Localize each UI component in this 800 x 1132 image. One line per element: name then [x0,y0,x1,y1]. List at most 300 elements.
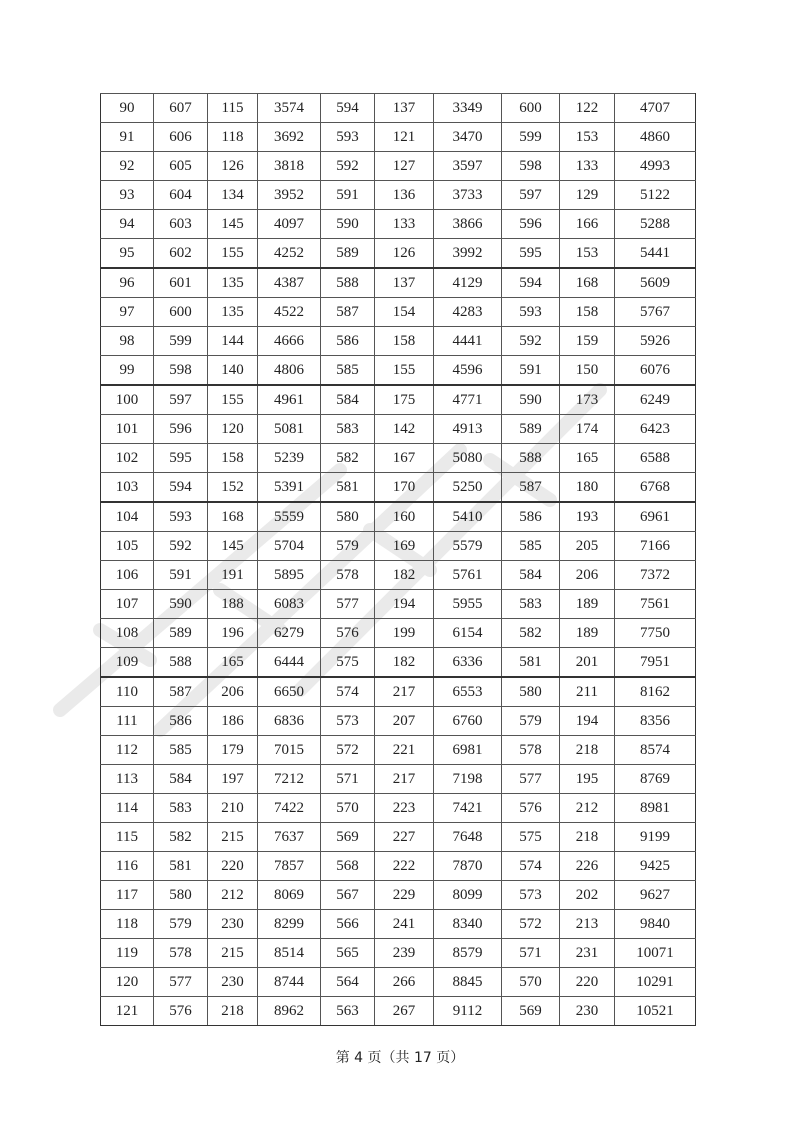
rank-cell: 93 [101,181,154,210]
table-cell: 4283 [434,298,502,327]
table-cell: 9840 [615,910,696,939]
table-cell: 3992 [434,239,502,269]
table-cell: 5441 [615,239,696,269]
table-cell: 7015 [258,736,321,765]
table-cell: 593 [502,298,560,327]
table-row [101,823,696,852]
table-cell: 137 [375,94,434,123]
table-row [101,327,696,356]
table-cell: 579 [154,910,208,939]
table-cell: 231 [560,939,615,968]
table-cell: 599 [154,327,208,356]
table-body [101,94,696,1026]
table-cell: 6760 [434,707,502,736]
table-cell: 583 [154,794,208,823]
table-cell: 576 [154,997,208,1026]
table-cell: 569 [321,823,375,852]
table-row [101,152,696,181]
table-cell: 576 [502,794,560,823]
table-cell: 5081 [258,415,321,444]
table-cell: 145 [208,210,258,239]
table-cell: 5559 [258,502,321,532]
table-cell: 580 [321,502,375,532]
table-cell: 585 [321,356,375,386]
table-cell: 6076 [615,356,696,386]
table-cell: 7750 [615,619,696,648]
table-cell: 597 [154,385,208,415]
table-cell: 7212 [258,765,321,794]
table-cell: 601 [154,268,208,298]
table-cell: 8845 [434,968,502,997]
score-distribution-table [100,93,696,1026]
table-cell: 596 [154,415,208,444]
table-cell: 121 [375,123,434,152]
table-cell: 152 [208,473,258,503]
table-cell: 7422 [258,794,321,823]
table-cell: 580 [154,881,208,910]
table-row [101,502,696,532]
table-cell: 5704 [258,532,321,561]
table-cell: 575 [321,648,375,678]
table-cell: 585 [154,736,208,765]
table-cell: 153 [560,123,615,152]
table-cell: 189 [560,590,615,619]
table-cell: 6588 [615,444,696,473]
table-cell: 594 [154,473,208,503]
table-cell: 8340 [434,910,502,939]
table-cell: 580 [502,677,560,707]
table-cell: 582 [502,619,560,648]
table-cell: 570 [321,794,375,823]
table-cell: 213 [560,910,615,939]
table-cell: 5250 [434,473,502,503]
table-cell: 8962 [258,997,321,1026]
table-cell: 579 [321,532,375,561]
table-cell: 7198 [434,765,502,794]
table-cell: 160 [375,502,434,532]
table-cell: 145 [208,532,258,561]
rank-cell: 121 [101,997,154,1026]
table-cell: 563 [321,997,375,1026]
table-cell: 195 [560,765,615,794]
table-cell: 129 [560,181,615,210]
table-row [101,765,696,794]
table-cell: 577 [154,968,208,997]
table-cell: 588 [502,444,560,473]
table-cell: 586 [154,707,208,736]
table-cell: 135 [208,268,258,298]
table-row [101,473,696,503]
table-cell: 8356 [615,707,696,736]
table-cell: 4666 [258,327,321,356]
table-cell: 6249 [615,385,696,415]
table-row [101,794,696,823]
table-cell: 165 [208,648,258,678]
table-row [101,648,696,678]
table-cell: 7857 [258,852,321,881]
table-cell: 579 [502,707,560,736]
table-cell: 230 [208,968,258,997]
table-cell: 230 [560,997,615,1026]
table-cell: 8099 [434,881,502,910]
table-cell: 120 [208,415,258,444]
table-cell: 4596 [434,356,502,386]
table-cell: 8579 [434,939,502,968]
table-cell: 155 [208,385,258,415]
table-cell: 4252 [258,239,321,269]
table-row [101,94,696,123]
table-cell: 206 [208,677,258,707]
table-cell: 144 [208,327,258,356]
table-cell: 572 [502,910,560,939]
table-cell: 159 [560,327,615,356]
table-row [101,123,696,152]
table-cell: 202 [560,881,615,910]
table-cell: 4097 [258,210,321,239]
table-cell: 5895 [258,561,321,590]
table-row [101,590,696,619]
table-cell: 4707 [615,94,696,123]
table-row [101,881,696,910]
table-cell: 588 [321,268,375,298]
table-cell: 173 [560,385,615,415]
table-cell: 3692 [258,123,321,152]
table-cell: 8981 [615,794,696,823]
table-cell: 604 [154,181,208,210]
table-cell: 590 [154,590,208,619]
table-cell: 167 [375,444,434,473]
rank-cell: 112 [101,736,154,765]
table-cell: 206 [560,561,615,590]
table-cell: 7166 [615,532,696,561]
table-cell: 168 [560,268,615,298]
table-cell: 6981 [434,736,502,765]
table-cell: 3818 [258,152,321,181]
table-row [101,210,696,239]
rank-cell: 91 [101,123,154,152]
table-cell: 8769 [615,765,696,794]
table-cell: 212 [560,794,615,823]
table-cell: 221 [375,736,434,765]
table-cell: 6961 [615,502,696,532]
table-cell: 5410 [434,502,502,532]
table-cell: 8744 [258,968,321,997]
table-cell: 587 [321,298,375,327]
table-cell: 197 [208,765,258,794]
table-cell: 230 [208,910,258,939]
table-cell: 569 [502,997,560,1026]
page-footer: 第 4 页（共 17 页） [335,1050,465,1066]
table-cell: 3952 [258,181,321,210]
table-cell: 5239 [258,444,321,473]
table-cell: 229 [375,881,434,910]
table-cell: 572 [321,736,375,765]
table-cell: 6423 [615,415,696,444]
table-row [101,910,696,939]
table-row [101,268,696,298]
table-cell: 137 [375,268,434,298]
rank-cell: 119 [101,939,154,968]
table-cell: 589 [502,415,560,444]
rank-cell: 98 [101,327,154,356]
table-cell: 592 [321,152,375,181]
table-cell: 165 [560,444,615,473]
table-cell: 589 [321,239,375,269]
table-cell: 10291 [615,968,696,997]
table-cell: 136 [375,181,434,210]
table-cell: 218 [560,823,615,852]
table-cell: 174 [560,415,615,444]
table-cell: 193 [560,502,615,532]
table-cell: 588 [154,648,208,678]
table-row [101,561,696,590]
table-cell: 5579 [434,532,502,561]
table-cell: 585 [502,532,560,561]
table-cell: 140 [208,356,258,386]
table-cell: 207 [375,707,434,736]
table-cell: 205 [560,532,615,561]
table-cell: 217 [375,765,434,794]
table-cell: 5122 [615,181,696,210]
table-cell: 7637 [258,823,321,852]
table-cell: 4961 [258,385,321,415]
rank-cell: 107 [101,590,154,619]
table-cell: 587 [502,473,560,503]
table-cell: 607 [154,94,208,123]
table-cell: 9199 [615,823,696,852]
rank-cell: 96 [101,268,154,298]
table-cell: 573 [321,707,375,736]
table-cell: 6444 [258,648,321,678]
table-cell: 10521 [615,997,696,1026]
table-cell: 578 [154,939,208,968]
table-cell: 590 [321,210,375,239]
table-cell: 4913 [434,415,502,444]
table-cell: 220 [208,852,258,881]
table-row [101,707,696,736]
rank-cell: 104 [101,502,154,532]
table-cell: 571 [502,939,560,968]
table-row [101,239,696,269]
table-cell: 180 [560,473,615,503]
table-cell: 182 [375,648,434,678]
table-row [101,444,696,473]
table-cell: 3866 [434,210,502,239]
table-cell: 566 [321,910,375,939]
table-cell: 583 [502,590,560,619]
table-cell: 170 [375,473,434,503]
table-cell: 126 [375,239,434,269]
table-cell: 9627 [615,881,696,910]
table-row [101,852,696,881]
rank-cell: 109 [101,648,154,678]
table-cell: 154 [375,298,434,327]
table-cell: 169 [375,532,434,561]
table-cell: 603 [154,210,208,239]
table-cell: 186 [208,707,258,736]
table-cell: 8574 [615,736,696,765]
table-cell: 600 [502,94,560,123]
rank-cell: 106 [101,561,154,590]
table-cell: 578 [321,561,375,590]
table-cell: 7372 [615,561,696,590]
table-cell: 577 [502,765,560,794]
table-cell: 196 [208,619,258,648]
table-cell: 150 [560,356,615,386]
table-cell: 133 [560,152,615,181]
table-cell: 189 [560,619,615,648]
table-cell: 582 [321,444,375,473]
rank-cell: 118 [101,910,154,939]
table-cell: 8162 [615,677,696,707]
table-cell: 584 [502,561,560,590]
table-cell: 217 [375,677,434,707]
table-cell: 591 [502,356,560,386]
table-cell: 5926 [615,327,696,356]
table-cell: 5080 [434,444,502,473]
table-cell: 595 [154,444,208,473]
table-cell: 593 [321,123,375,152]
rank-cell: 103 [101,473,154,503]
table-cell: 158 [208,444,258,473]
table-cell: 564 [321,968,375,997]
rank-cell: 111 [101,707,154,736]
table-cell: 9425 [615,852,696,881]
table-cell: 4441 [434,327,502,356]
table-cell: 4993 [615,152,696,181]
table-cell: 596 [502,210,560,239]
rank-cell: 92 [101,152,154,181]
table-cell: 8069 [258,881,321,910]
table-cell: 155 [375,356,434,386]
table-cell: 3349 [434,94,502,123]
table-cell: 135 [208,298,258,327]
table-row [101,385,696,415]
table-row [101,939,696,968]
table-cell: 223 [375,794,434,823]
table-cell: 6836 [258,707,321,736]
table-cell: 567 [321,881,375,910]
table-cell: 5288 [615,210,696,239]
rank-cell: 117 [101,881,154,910]
table-cell: 573 [502,881,560,910]
table-cell: 583 [321,415,375,444]
rank-cell: 95 [101,239,154,269]
rank-cell: 113 [101,765,154,794]
table-row [101,532,696,561]
rank-cell: 108 [101,619,154,648]
table-cell: 115 [208,94,258,123]
table-cell: 602 [154,239,208,269]
table-cell: 5391 [258,473,321,503]
table-cell: 5609 [615,268,696,298]
table-cell: 7561 [615,590,696,619]
table-cell: 595 [502,239,560,269]
table-cell: 576 [321,619,375,648]
rank-cell: 101 [101,415,154,444]
table-cell: 158 [375,327,434,356]
table-cell: 227 [375,823,434,852]
table-cell: 158 [560,298,615,327]
table-cell: 5955 [434,590,502,619]
table-cell: 575 [502,823,560,852]
table-cell: 577 [321,590,375,619]
table-cell: 7648 [434,823,502,852]
table-cell: 8514 [258,939,321,968]
table-cell: 10071 [615,939,696,968]
table-cell: 220 [560,968,615,997]
table-cell: 4522 [258,298,321,327]
table-cell: 126 [208,152,258,181]
table-cell: 591 [154,561,208,590]
table-row [101,677,696,707]
table-row [101,968,696,997]
table-cell: 591 [321,181,375,210]
table-cell: 6650 [258,677,321,707]
table-cell: 3470 [434,123,502,152]
table-cell: 5761 [434,561,502,590]
table-cell: 606 [154,123,208,152]
table-cell: 597 [502,181,560,210]
rank-cell: 97 [101,298,154,327]
table-cell: 598 [154,356,208,386]
table-cell: 584 [154,765,208,794]
table-cell: 594 [321,94,375,123]
table-cell: 581 [502,648,560,678]
table-cell: 218 [208,997,258,1026]
table-cell: 118 [208,123,258,152]
table-cell: 8299 [258,910,321,939]
table-cell: 7421 [434,794,502,823]
table-cell: 201 [560,648,615,678]
table-cell: 6154 [434,619,502,648]
rank-cell: 114 [101,794,154,823]
table-cell: 168 [208,502,258,532]
table-cell: 4129 [434,268,502,298]
table-cell: 600 [154,298,208,327]
table-cell: 266 [375,968,434,997]
table-row [101,736,696,765]
table-cell: 578 [502,736,560,765]
table-cell: 166 [560,210,615,239]
table-row [101,619,696,648]
table-cell: 582 [154,823,208,852]
table-cell: 592 [154,532,208,561]
table-cell: 182 [375,561,434,590]
table-cell: 7870 [434,852,502,881]
table-cell: 122 [560,94,615,123]
rank-cell: 99 [101,356,154,386]
table-row [101,356,696,386]
rank-cell: 120 [101,968,154,997]
table-cell: 7951 [615,648,696,678]
table-cell: 565 [321,939,375,968]
table-cell: 134 [208,181,258,210]
table-cell: 581 [321,473,375,503]
table-cell: 6336 [434,648,502,678]
table-cell: 574 [502,852,560,881]
table-row [101,997,696,1026]
table-cell: 133 [375,210,434,239]
table-cell: 587 [154,677,208,707]
table-cell: 6279 [258,619,321,648]
table-cell: 215 [208,823,258,852]
rank-cell: 110 [101,677,154,707]
table-cell: 211 [560,677,615,707]
table-cell: 592 [502,327,560,356]
table-cell: 574 [321,677,375,707]
table-cell: 142 [375,415,434,444]
